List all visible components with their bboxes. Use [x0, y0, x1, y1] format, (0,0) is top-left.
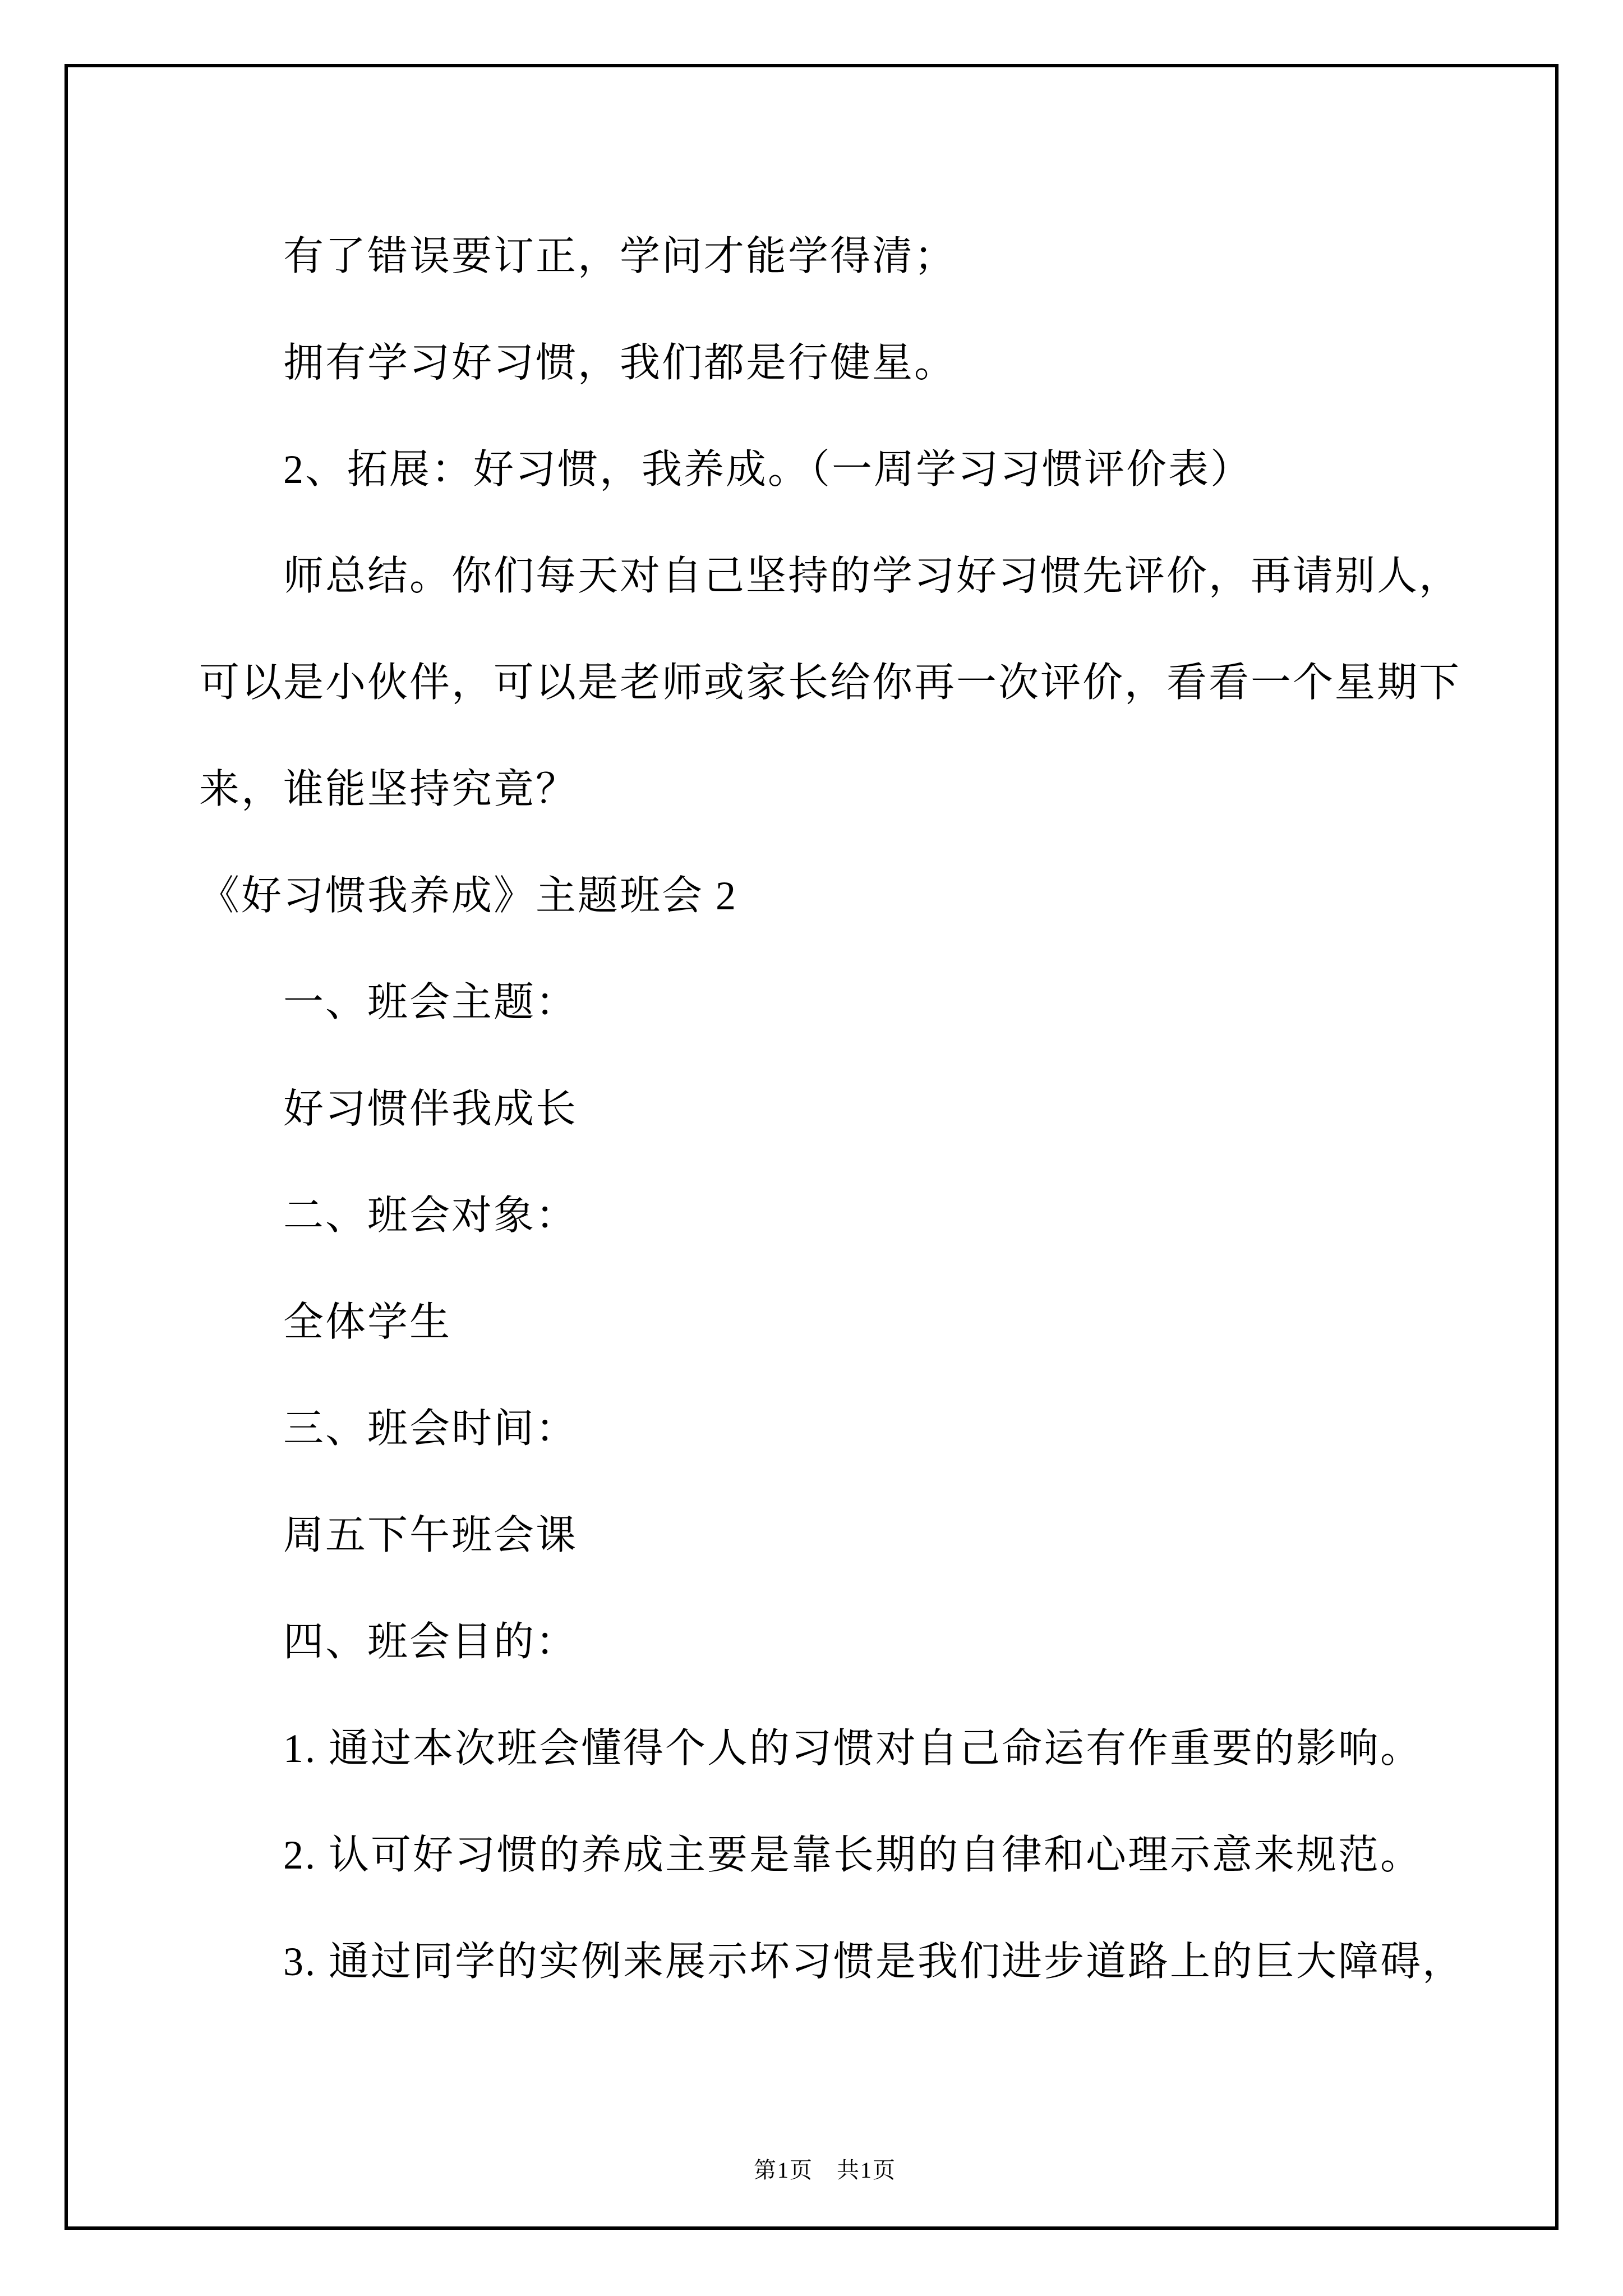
doc-line: 来，谁能坚持究竟？	[199, 767, 578, 812]
doc-line: 3. 通过同学的实例来展示坏习惯是我们进步道路上的巨大障碍，	[283, 1939, 1465, 1984]
doc-line: 二、班会对象：	[283, 1193, 578, 1238]
doc-line: 周五下午班会课	[283, 1513, 578, 1558]
doc-line: 可以是小伙伴，可以是老师或家长给你再一次评价，看看一个星期下	[199, 660, 1461, 705]
doc-line: 好习惯伴我成长	[283, 1087, 578, 1131]
doc-line: 有了错误要订正，学问才能学得清；	[283, 234, 957, 279]
page-footer	[0, 2126, 1623, 2211]
doc-line: 全体学生	[283, 1300, 452, 1345]
doc-line: 1. 通过本次班会懂得个人的习惯对自己命运有作重要的影响。	[283, 1726, 1423, 1771]
doc-title-line: 《好习惯我养成》主题班会 2	[199, 873, 738, 918]
doc-line: 2、拓展：好习惯，我养成。（一周学习习惯评价表）	[283, 447, 1253, 492]
doc-line: 四、班会目的：	[283, 1619, 578, 1664]
page-number-text: 第1页 共1页	[754, 2157, 896, 2183]
doc-line: 三、班会时间：	[283, 1406, 578, 1451]
document-body	[199, 199, 1467, 2011]
doc-line: 师总结。你们每天对自己坚持的学习好习惯先评价，再请别人，	[283, 554, 1461, 599]
doc-line: 2. 认可好习惯的养成主要是靠长期的自律和心理示意来规范。	[283, 1833, 1423, 1878]
doc-line: 拥有学习好习惯，我们都是行健星。	[283, 341, 957, 385]
doc-line: 一、班会主题：	[283, 980, 578, 1025]
